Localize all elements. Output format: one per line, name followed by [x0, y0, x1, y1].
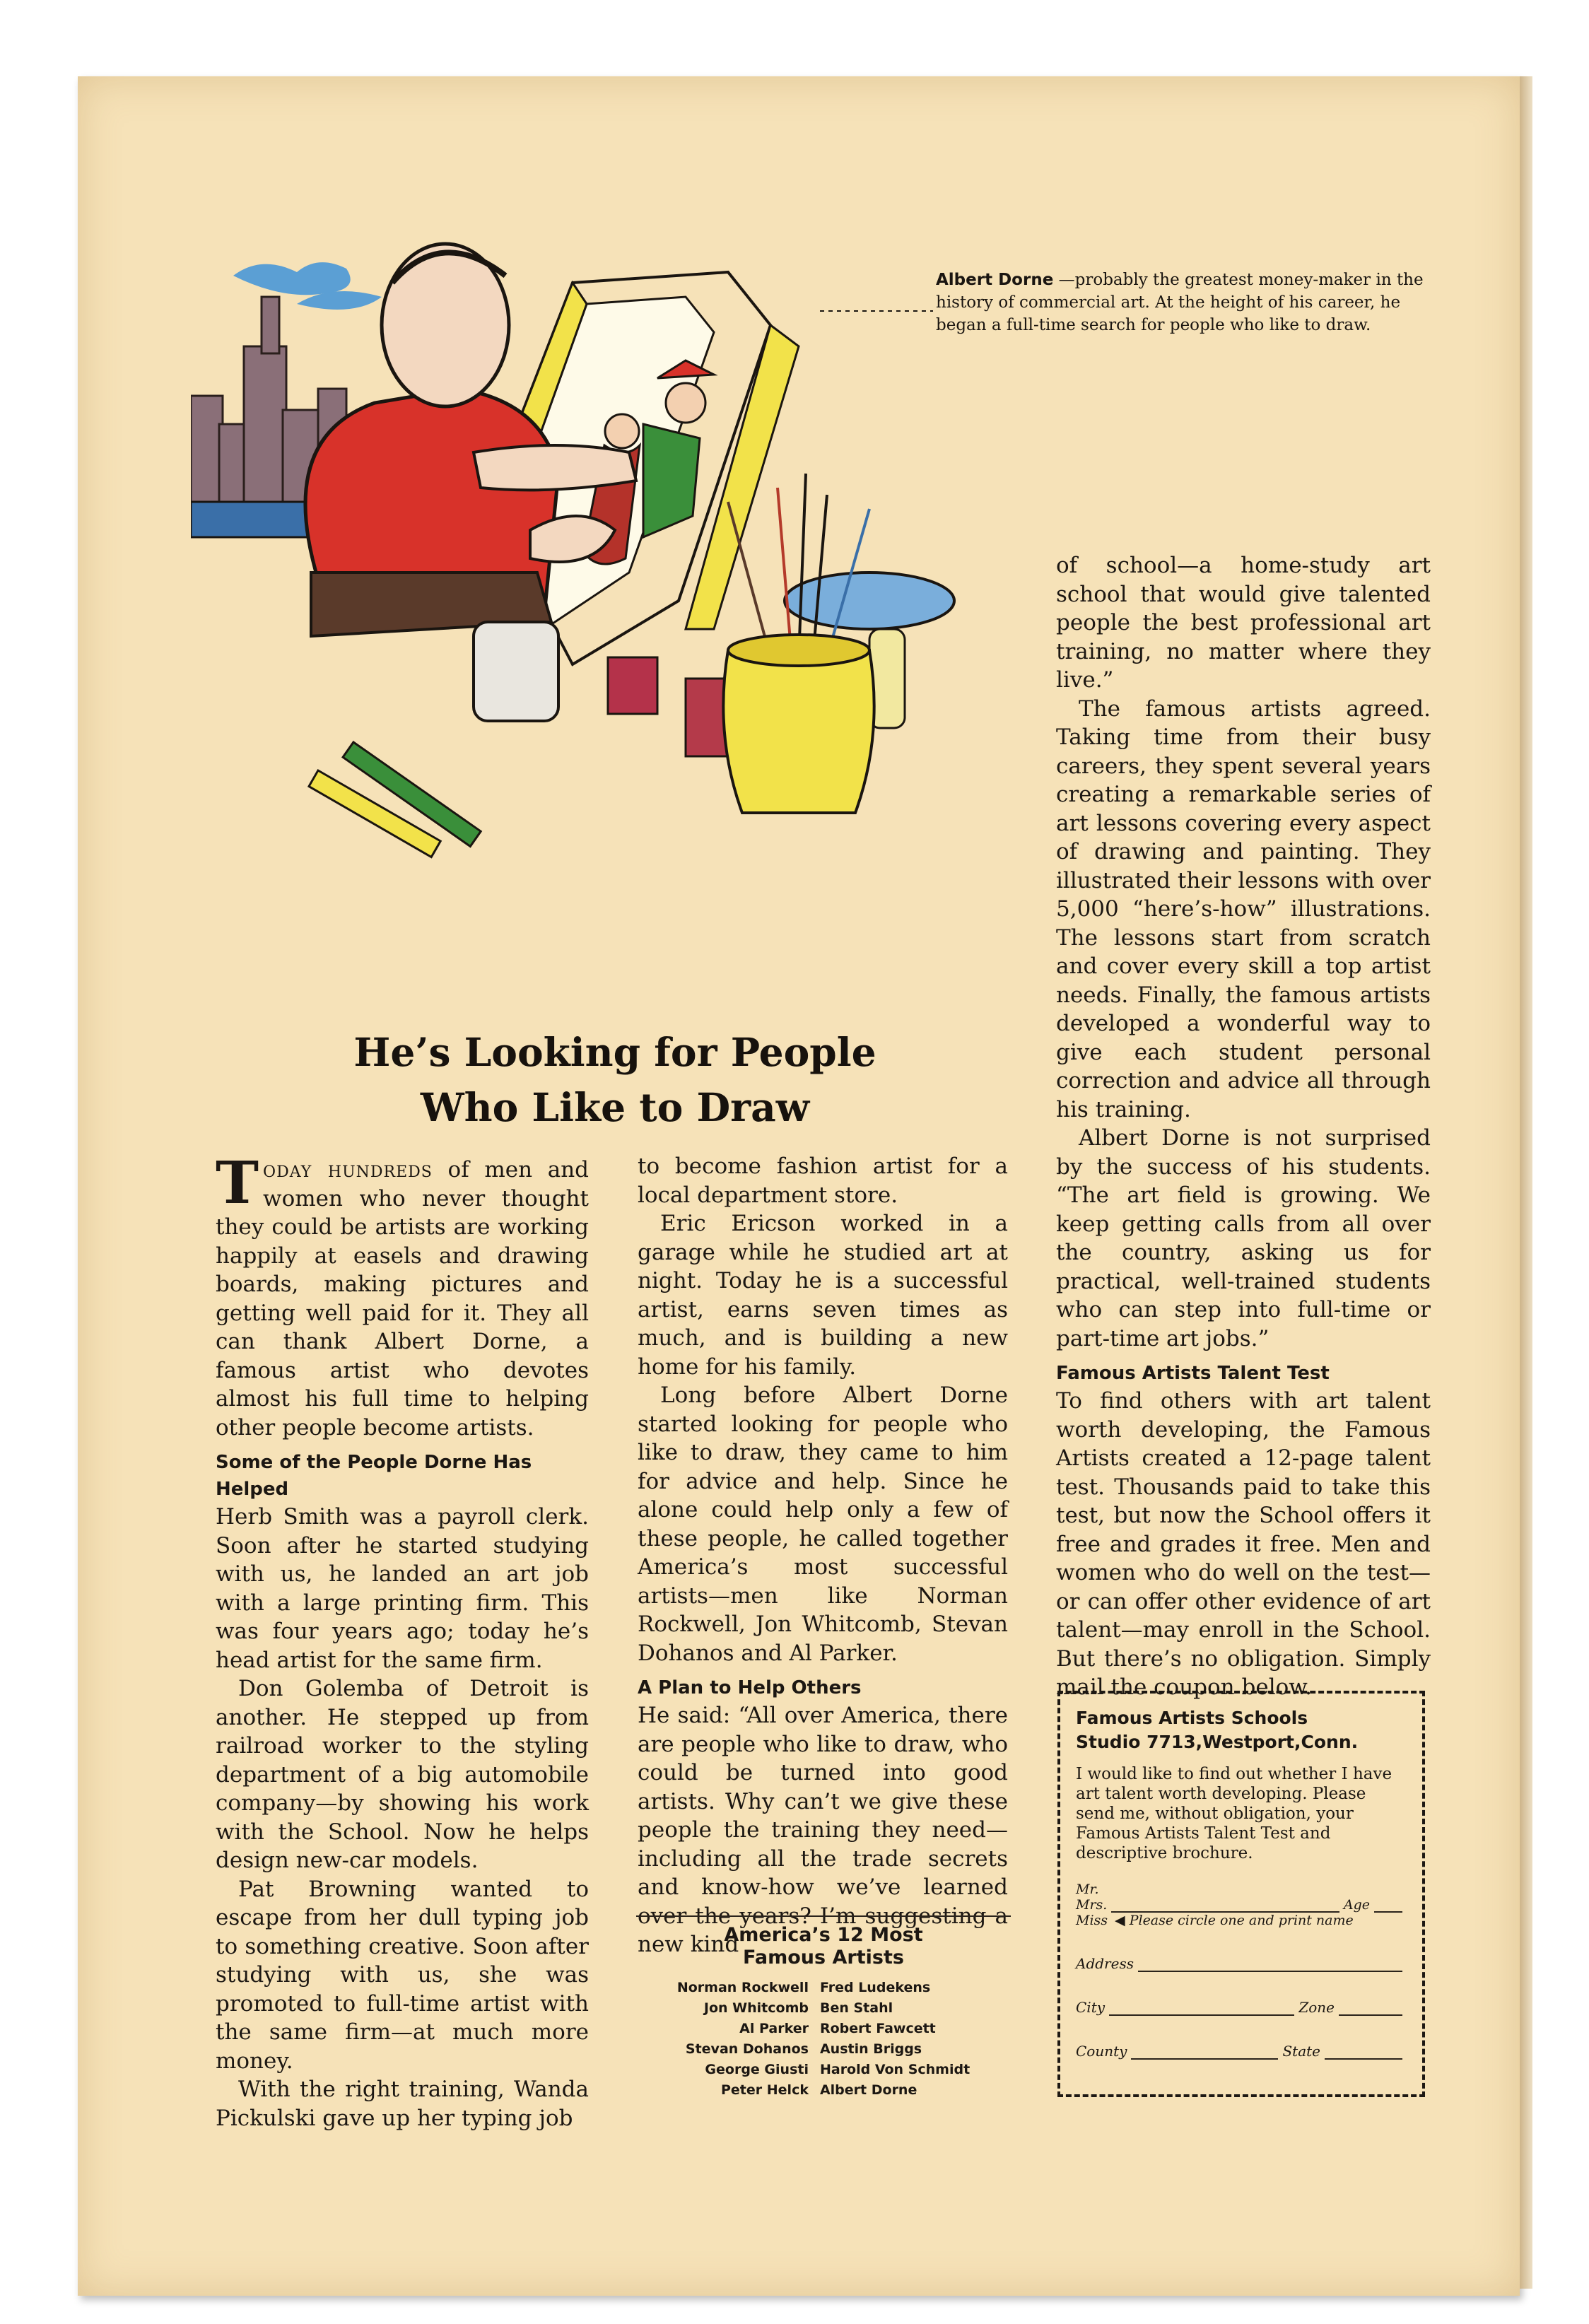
address-label: Address — [1076, 1955, 1134, 1972]
subheading-people-helped: Some of the People Dorne Has Helped — [216, 1452, 532, 1500]
paragraph: to become fashion artist for a local department store. — [638, 1154, 1008, 1208]
table-row — [672, 1998, 975, 2019]
paragraph: To find others with art talent worth developing, the Famous Artists created a 12-page talent test. Thousands paid to take this test, but now the School offers it free and grades it free. Men and women who do well on the test—or can offer other evidence of art talent—may enroll in the School. But there’s no obligation. Simply mail the coupon below. — [1056, 1388, 1431, 1700]
paragraph: Long before Albert Dorne started looking for people who like to draw, they came to him for advice and help. Since he alone could help only a few of these people, he called together America’s most successful artists—men like Norman Rockwell, Jon Whitcomb, Stevan Dohanos and Al Parker. — [638, 1383, 1008, 1666]
table-row — [672, 2019, 975, 2039]
headline — [212, 1025, 1018, 1135]
artist-name: Peter Helck — [721, 2082, 809, 2098]
mail-coupon[interactable] — [1057, 1691, 1425, 2097]
caption-text: —probably the greatest money-maker in the history of commercial art. At the height of his career, he began a full-time search for people who like to draw. — [936, 271, 1424, 334]
zone-field[interactable] — [1339, 1993, 1402, 2016]
artist-name: Fred Ludekens — [819, 1980, 931, 1995]
circle-note-text: Please circle one and print name — [1129, 1913, 1354, 1928]
title-mrs[interactable]: Mrs. — [1076, 1897, 1108, 1913]
article-column-1 — [216, 1149, 590, 2132]
article-column-2 — [638, 1152, 1008, 1959]
title-options[interactable] — [1076, 1882, 1407, 1928]
page-edge — [1520, 76, 1532, 2289]
headline-line1: He’s Looking for People — [353, 1029, 876, 1075]
paragraph: Eric Ericson worked in a garage while he studied art at night. Today he is a successful artist, earns seven times as much, and is building a new home for his family. — [638, 1211, 1008, 1380]
title-mr[interactable]: Mr. — [1076, 1882, 1099, 1897]
county-label: County — [1076, 2043, 1127, 2060]
artists-table — [672, 1978, 975, 2101]
headline-line2: Who Like to Draw — [420, 1084, 810, 1130]
artist-name: Austin Briggs — [819, 2041, 922, 2057]
paragraph: Herb Smith was a payroll clerk. Soon after he started studying with us, he landed an art job with a large printing firm. This was four years ago; today he’s head artist for the same firm. — [216, 1504, 589, 1673]
artist-name: Ben Stahl — [819, 2000, 893, 2016]
city-row — [1076, 1972, 1407, 2016]
lead-caps: oday hundreds — [263, 1157, 433, 1182]
artist-name: Harold Von Schmidt — [819, 2062, 971, 2077]
table-row — [672, 1978, 975, 1998]
artist-name: Albert Dorne — [819, 2082, 917, 2098]
coupon-school: Famous Artists Schools — [1076, 1708, 1308, 1728]
artist-name: Robert Fawcett — [819, 2021, 936, 2036]
title-miss[interactable]: Miss — [1076, 1913, 1108, 1928]
subheading-talent-test: Famous Artists Talent Test — [1056, 1363, 1330, 1384]
city-label: City — [1076, 1999, 1106, 2016]
famous-artists-list — [636, 1915, 1011, 2101]
water-bowl — [785, 573, 954, 629]
drop-cap: T — [216, 1149, 259, 1217]
paragraph: of school—a home-study art school that would give talented people the best professional art training, no matter where they live.” — [1056, 553, 1431, 693]
artist-name: George Giusti — [705, 2062, 809, 2077]
coupon-form-lines — [1076, 1882, 1407, 2060]
famous-title-1: America’s 12 Most — [724, 1924, 923, 1946]
address-field[interactable] — [1138, 1949, 1402, 1972]
table-row — [672, 2039, 975, 2060]
age-field[interactable] — [1374, 1898, 1402, 1913]
illustration-caption — [936, 269, 1431, 336]
artist-name: Jon Whitcomb — [703, 2000, 809, 2016]
city-field[interactable] — [1109, 1993, 1294, 2016]
paragraph: He said: “All over America, there are people who like to draw, who could be turned into good artists. Why can’t we give these people the training they need—including all the trade secrets and know-how we’ve learned over the years? I’m suggesting a new kind — [638, 1703, 1008, 1957]
name-field[interactable] — [1111, 1898, 1339, 1913]
artist-name: Norman Rockwell — [676, 1980, 809, 1995]
artist-name: Al Parker — [739, 2021, 809, 2036]
county-field[interactable] — [1131, 2037, 1278, 2060]
zone-label: Zone — [1298, 1999, 1335, 2016]
county-row — [1076, 2016, 1407, 2060]
paragraph: Don Golemba of Detroit is another. He stepped up from railroad worker to the styling department of a big automobile company—by showing his work with the School. Now he helps design new-car models. — [216, 1676, 589, 1873]
state-field[interactable] — [1325, 2037, 1402, 2060]
artist-name: Stevan Dohanos — [685, 2041, 809, 2057]
table-row — [672, 2060, 975, 2080]
address-row — [1076, 1928, 1407, 1972]
coupon-body: I would like to find out whether I have art talent worth developing. Please send me, without obligation, your Famous Artists Talent Test and descriptive brochure. — [1076, 1765, 1392, 1862]
coupon-studio: Studio 7713,Westport,Conn. — [1076, 1732, 1359, 1752]
paragraph: Albert Dorne is not surprised by the success of his students. “The art field is growing. We keep getting calls from all over the country, asking us for practical, well-trained students who can step into full-time or part-time art jobs.” — [1056, 1125, 1431, 1351]
article-column-3 — [1056, 551, 1431, 1702]
caption-name: Albert Dorne — [936, 271, 1054, 289]
circle-note: ◀ Please circle one and print name — [1115, 1913, 1354, 1928]
state-label: State — [1282, 2043, 1320, 2060]
age-label: Age — [1343, 1897, 1370, 1913]
subheading-plan: A Plan to Help Others — [638, 1677, 862, 1698]
paragraph: of men and women who never thought they could be artists are working happily at easels and drawing boards, making pictures and getting well paid for it. They all can thank Albert Dorne, a famous artist who devotes almost his full time to helping other people become artists. — [216, 1157, 590, 1440]
artist-illustration — [191, 233, 1053, 961]
paragraph: The famous artists agreed. Taking time from their busy careers, they spent several years creating a remarkable series of art lessons covering every aspect of drawing and painting. They illustrated their lessons with over 5,000 “here’s-how” illustrations. The lessons start from scratch and cover every skill a top artist needs. Finally, the famous artists developed a wonderful way to give each student personal correction and advice all through his training. — [1056, 696, 1431, 1122]
famous-title-2: Famous Artists — [743, 1947, 904, 1968]
table-row — [672, 2080, 975, 2101]
paragraph: Pat Browning wanted to escape from her dull typing job to something creative. Soon after studying with us, she was promoted to full-time artist with the same firm—at much more money. — [216, 1876, 589, 2074]
paragraph: With the right training, Wanda Pickulski gave up her typing job — [216, 2077, 589, 2131]
cloud-shape — [233, 262, 351, 295]
